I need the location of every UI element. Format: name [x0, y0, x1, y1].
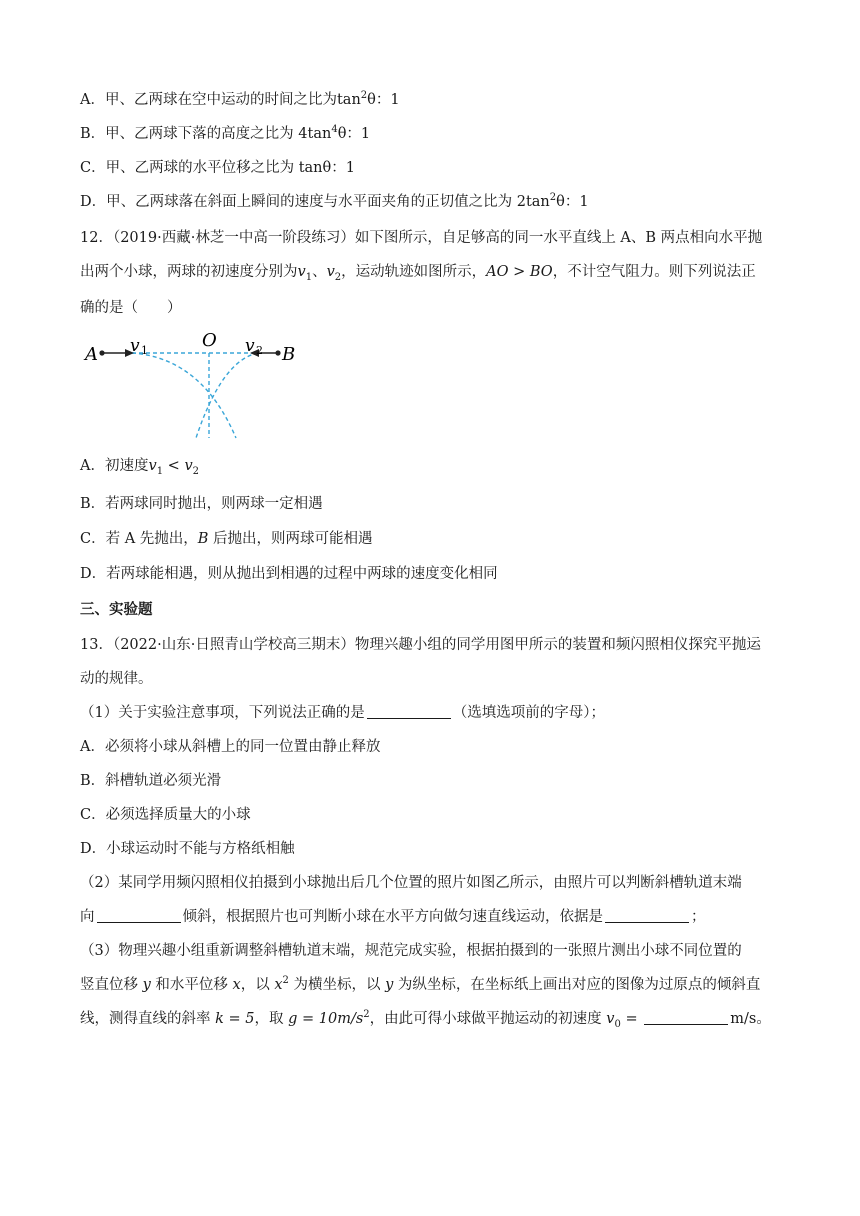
q13-part1-end: （选填选项前的字母）； — [452, 705, 605, 721]
q13-part3-text-d: 为横坐标，以 — [288, 977, 386, 993]
answer-blank-3[interactable] — [605, 908, 689, 923]
q13-part2-line2 — [80, 907, 706, 927]
q12-stem-line1: 12．（2019·西藏·林芝一中高一阶段练习）如下图所示，自足够高的同一水平直线上 A、B 两点相向水平抛 — [80, 230, 763, 246]
q11-option-a-tan: tan — [336, 92, 361, 108]
q12-option-c-text-b: 后抛出，则两球可能相遇 — [208, 531, 373, 547]
q12-sep: 、 — [312, 264, 327, 280]
q11-option-d-end: θ：1 — [556, 194, 589, 210]
q13-part3-text-g: ，取 — [254, 1011, 289, 1027]
q12-option-a-sub1: 1 — [156, 465, 164, 477]
label-a: A — [85, 344, 98, 365]
q13-part2-line1: （2）某同学用频闪照相仪拍摄到小球抛出后几个位置的照片如图乙所示，由照片可以判断斜槽轨道末端 — [80, 875, 742, 891]
q13-part3-line1: （3）物理兴趣小组重新调整斜槽轨道末端，规范完成实验，根据拍摄到的一张照片测出小球不同位置的 — [80, 943, 742, 959]
q12-option-d: D．若两球能相遇，则从抛出到相遇的过程中两球的速度变化相同 — [80, 566, 498, 582]
q12-option-b: B．若两球同时抛出，则两球一定相遇 — [80, 496, 323, 512]
q12-condition: AO > BO — [486, 264, 553, 280]
label-v1-sub: 1 — [141, 344, 148, 357]
q13-option-a: A．必须将小球从斜槽上的同一位置由静止释放 — [80, 739, 381, 755]
q13-v0-sub: 0 — [614, 1018, 621, 1030]
q12-stem-line2 — [80, 262, 756, 282]
q13-part1-text: （1）关于实验注意事项，下列说法正确的是 — [80, 705, 365, 721]
label-b: B — [282, 344, 296, 365]
q13-gravity-sup: 2 — [363, 1009, 370, 1021]
q13-unit: m/s — [730, 1011, 757, 1027]
q13-option-d: D．小球运动时不能与方格纸相触 — [80, 841, 295, 857]
q13-var-y: y — [142, 977, 151, 993]
q11-option-a-text: A．甲、乙两球在空中运动的时间之比为 — [80, 92, 337, 108]
q12-option-a-text: A．初速度 — [80, 458, 149, 474]
q13-var-x2: x — [274, 977, 283, 993]
q13-part3-text-c: ，以 — [240, 977, 275, 993]
q12-v1-sub: 1 — [305, 271, 313, 283]
q13-part3-text-f: 线，测得直线的斜率 — [80, 1011, 216, 1027]
q12-option-a-v1: v — [148, 458, 157, 474]
q11-option-b-sup: 4 — [331, 124, 338, 136]
q12-option-a-lt: < — [163, 458, 185, 474]
q12-option-a-sub2: 2 — [192, 465, 200, 477]
q13-option-c: C．必须选择质量大的小球 — [80, 807, 251, 823]
q13-part3-text-b: 和水平位移 — [150, 977, 233, 993]
q13-part2-text-a: 向 — [80, 909, 95, 925]
q13-part3-end: 。 — [756, 1011, 771, 1027]
label-v2: v — [245, 336, 255, 356]
q12-option-c — [80, 529, 373, 549]
q12-option-a-v2: v — [184, 458, 193, 474]
section-heading: 三、实验题 — [80, 602, 153, 618]
q13-gravity: g = 10m/s — [288, 1011, 364, 1027]
q12-option-c-b: B — [197, 531, 209, 547]
q13-part3-line2 — [80, 975, 760, 995]
q11-option-c: C．甲、乙两球的水平位移之比为 tanθ：1 — [80, 160, 355, 176]
q11-option-d-text: D．甲、乙两球落在斜面上瞬间的速度与水平面夹角的正切值之比为 2tan — [80, 194, 550, 210]
q13-option-b: B．斜槽轨道必须光滑 — [80, 773, 222, 789]
q13-part3-text-h: ，由此可得小球做平抛运动的初速度 — [369, 1011, 607, 1027]
point-b-dot — [275, 350, 280, 355]
q13-v0: v — [606, 1011, 615, 1027]
label-o: O — [202, 330, 217, 351]
q12-v2: v — [326, 264, 335, 280]
q12-option-a — [80, 456, 199, 476]
q11-option-d-sup: 2 — [549, 192, 557, 204]
q11-option-b-text: B．甲、乙两球下落的高度之比为 4tan — [80, 126, 332, 142]
q12-option-c-text-a: C．若 A 先抛出， — [80, 531, 198, 547]
q13-part3-line3 — [80, 1009, 771, 1029]
trajectory-a — [132, 353, 236, 438]
q13-var-y2: y — [385, 977, 394, 993]
answer-blank-1[interactable] — [367, 704, 451, 719]
point-a-dot — [99, 350, 104, 355]
q13-var-x2-sup: 2 — [282, 975, 289, 987]
answer-blank-2[interactable] — [97, 908, 181, 923]
trajectory-b — [196, 353, 258, 438]
answer-blank-4[interactable] — [644, 1010, 728, 1025]
label-v2-sub: 2 — [256, 344, 263, 357]
q13-part2-text-b: 倾斜，根据照片也可判断小球在水平方向做匀速直线运动，依据是 — [182, 909, 603, 925]
q12-stem-line3: 确的是（ ） — [80, 300, 182, 316]
q13-part2-text-c: ； — [691, 909, 706, 925]
q13-eq: = — [620, 1011, 643, 1027]
label-v1: v — [130, 336, 140, 356]
q13-part3-text-a: 竖直位移 — [80, 977, 143, 993]
q11-option-a-sup: 2 — [360, 90, 368, 102]
q12-trajectory-figure — [82, 326, 302, 444]
q13-var-x: x — [232, 977, 241, 993]
q12-stem-text-c: ，不计空气阻力。则下列说法正 — [552, 264, 756, 280]
q12-stem-text-a: 出两个小球，两球的初速度分别为 — [80, 264, 298, 280]
q11-option-a — [80, 90, 400, 110]
q13-part1 — [80, 703, 605, 723]
q12-v2-sub: 2 — [334, 271, 342, 283]
q13-stem-line2: 动的规律。 — [80, 671, 153, 687]
q11-option-b-end: θ：1 — [337, 126, 371, 142]
q13-slope: k = 5 — [215, 1011, 255, 1027]
q12-stem-text-b: ，运动轨迹如图所示， — [341, 264, 487, 280]
q13-stem-line1: 13．（2022·山东·日照青山学校高三期末）物理兴趣小组的同学用图甲所示的装置和频闪照相仪探究平抛运 — [80, 637, 761, 653]
q11-option-a-end: θ：1 — [367, 92, 400, 108]
q11-option-d — [80, 192, 589, 212]
q11-option-b — [80, 124, 370, 144]
q12-v1: v — [297, 264, 306, 280]
q13-part3-text-e: 为纵坐标，在坐标纸上画出对应的图像为过原点的倾斜直 — [393, 977, 761, 993]
